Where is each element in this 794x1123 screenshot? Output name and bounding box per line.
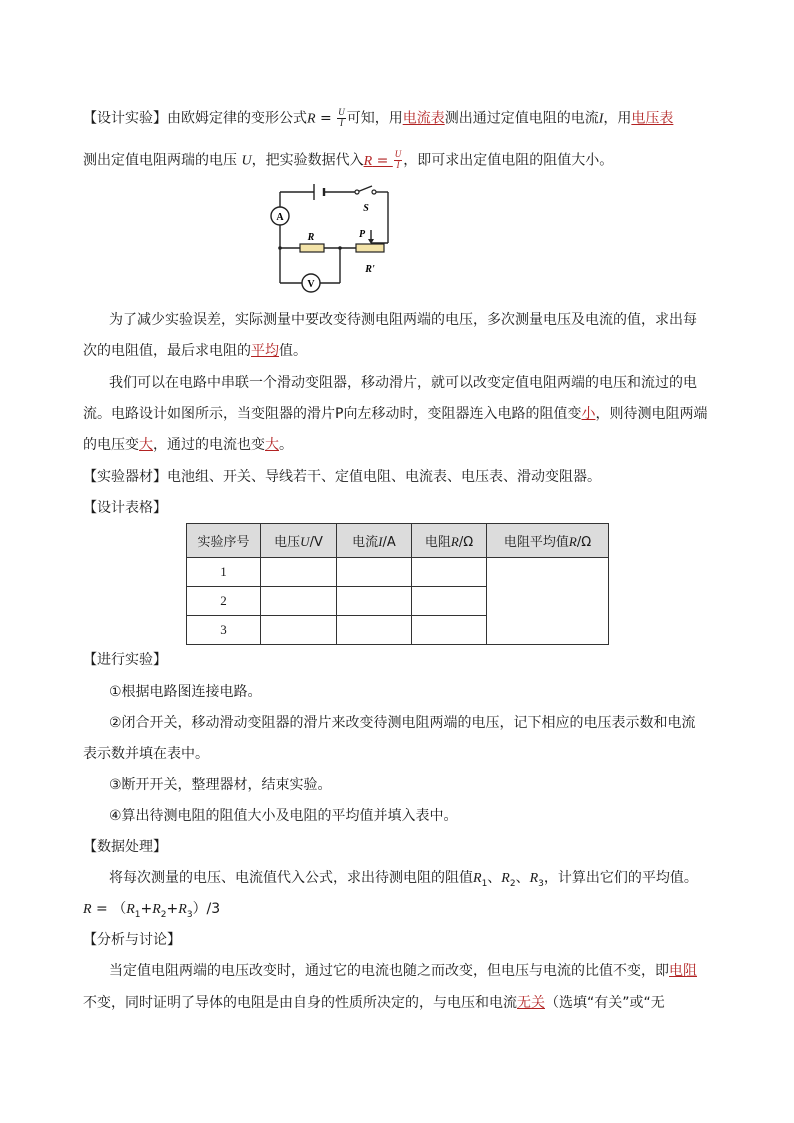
rheostat-label: R' — [365, 264, 375, 275]
data-table — [186, 523, 609, 645]
answer-unrelated: 无关 — [517, 995, 545, 1011]
cell-resistance[interactable] — [412, 616, 487, 645]
cell-current[interactable] — [337, 587, 412, 616]
answer-small: 小 — [581, 406, 596, 422]
header-resistance: 电阻R/Ω — [412, 524, 487, 558]
voltmeter-label: V — [307, 279, 315, 290]
procedure-step-3: ③断开开关，整理器材，结束实验。 — [109, 777, 332, 793]
table-header-row — [187, 524, 609, 558]
answer-large-voltage: 大 — [139, 437, 153, 453]
procedure-step-2: ②闭合开关，移动滑动变阻器的滑片来改变待测电阻两端的电压，记下相应的电压表示数和电流 — [109, 715, 696, 731]
row-index: 3 — [187, 616, 261, 645]
analysis-line-1: 当定值电阻两端的电压改变时，通过它的电流也随之而改变，但电压与电流的比值不变，即电阻 — [109, 963, 697, 979]
cell-voltage[interactable] — [261, 587, 337, 616]
cell-resistance[interactable] — [412, 587, 487, 616]
procedure-step-4: ④算出待测电阻的阻值大小及电阻的平均值并填入表中。 — [109, 808, 458, 824]
ammeter-label: A — [276, 212, 284, 223]
answer-ammeter: 电流表 — [402, 110, 445, 127]
design-line-1: 【设计实验】由欧姆定律的变形公式R = $\frac{U}{I}$ 可知，用电流表测出通过定值电阻的电流I，用电压表 — [83, 107, 674, 128]
cell-voltage[interactable] — [261, 558, 337, 587]
table-title: 【设计表格】 — [83, 500, 167, 516]
para1-line-1: 为了减少实验误差，实际测量中要改变待测电阻两端的电压，多次测量电压及电流的值，求出每 — [109, 312, 697, 328]
procedure-step-1: ①根据电路图连接电路。 — [109, 684, 262, 700]
procedure-step-2-cont: 表示数并填在表中。 — [83, 746, 209, 762]
header-voltage: 电压U/V — [261, 524, 337, 558]
data-processing-heading: 【数据处理】 — [83, 839, 167, 855]
switch-contact — [372, 190, 376, 194]
header-current: 电流I/A — [337, 524, 412, 558]
cell-resistance[interactable] — [412, 558, 487, 587]
switch-pivot — [355, 190, 359, 194]
answer-large-current: 大 — [265, 437, 279, 453]
cell-voltage[interactable] — [261, 616, 337, 645]
slider-label: P — [358, 229, 366, 240]
para2-line-3: 的电压变大，通过的电流也变大。 — [83, 437, 293, 453]
data-processing-line: 将每次测量的电压、电流值代入公式，求出待测电阻的阻值$R_1$、$R_2$、$R_3$，计算出它们的平均值。 — [109, 870, 698, 889]
design-heading: 【设计实验】 — [83, 110, 167, 127]
para1-line-2: 次的电阻值，最后求电阻的平均值。 — [83, 343, 307, 359]
cell-average[interactable] — [487, 558, 609, 645]
resistor-label: R — [307, 232, 315, 243]
row-index: 1 — [187, 558, 261, 587]
equipment-line: 【实验器材】电池组、开关、导线若干、定值电阻、电流表、电压表、滑动变阻器。 — [83, 469, 601, 485]
para2-line-2: 流。电路设计如图所示，当变阻器的滑片P向左移动时，变阻器连入电路的阻值变小，则待测电阻两端 — [83, 406, 708, 422]
table-row — [187, 558, 609, 587]
analysis-heading: 【分析与讨论】 — [83, 932, 181, 948]
answer-average: 平均 — [251, 343, 279, 359]
para2-line-1: 我们可以在电路中串联一个滑动变阻器，移动滑片，就可以改变定值电阻两端的电压和流过的电 — [109, 375, 697, 391]
circuit-diagram — [262, 182, 396, 296]
answer-resistance: 电阻 — [669, 963, 697, 979]
switch-label: S — [363, 203, 369, 214]
answer-formula: R = $\frac{U}{I}$ — [363, 149, 402, 170]
equipment-heading: 【实验器材】 — [83, 469, 167, 485]
cell-current[interactable] — [337, 616, 412, 645]
analysis-line-2: 不变，同时证明了导体的电阻是由自身的性质所决定的，与电压和电流无关（选填“有关”或“无 — [83, 995, 665, 1011]
design-line-2: 测出定值电阻两瑞的电压 U，把实验数据代入R = $\frac{U}{I}$ ，即可求出定值电阻的阻值大小。 — [83, 149, 614, 170]
answer-voltmeter: 电压表 — [631, 110, 674, 127]
junction-right — [338, 246, 342, 250]
header-average: 电阻平均值R/Ω — [487, 524, 609, 558]
cell-current[interactable] — [337, 558, 412, 587]
junction-left — [278, 246, 282, 250]
rheostat — [356, 244, 384, 252]
average-formula: $R = (R_1+R_2+R_3)/3$ — [83, 901, 221, 920]
procedure-heading: 【进行实验】 — [83, 652, 167, 668]
resistor — [300, 244, 324, 252]
header-index: 实验序号 — [187, 524, 261, 558]
row-index: 2 — [187, 587, 261, 616]
ohm-fraction: $\frac{U}{I}$ — [338, 107, 345, 128]
